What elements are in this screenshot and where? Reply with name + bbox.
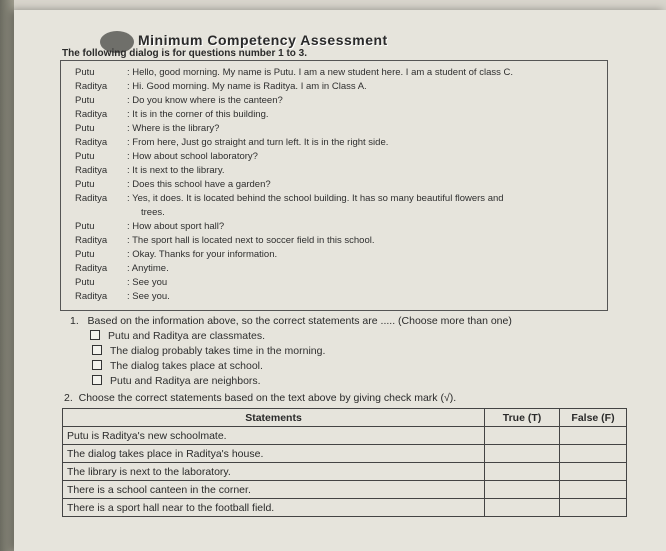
statement-cell: The dialog takes place in Raditya's house. [63,445,485,463]
question-2: 2. Choose the correct statements based on the text above by giving check mark (√). [64,392,457,404]
dialog-line-continued: trees. [141,207,165,218]
dialog-line: Putu : How about sport hall? [75,221,225,232]
false-cell[interactable] [560,445,627,463]
statement-cell: The library is next to the laboratory. [63,463,485,481]
true-cell[interactable] [485,463,560,481]
checkbox-icon[interactable] [90,330,100,340]
false-cell[interactable] [560,499,627,517]
dialog-line: Raditya : See you. [75,291,170,302]
table-row [63,445,627,463]
dialog-line: Putu : Hello, good morning. My name is Putu. I am a new student here. I am a student of class C. [75,67,513,78]
dialog-box [60,60,608,311]
dialog-line: Raditya : Yes, it does. It is located behind the school building. It has so many beautiful flowers and [75,193,504,204]
dialog-line: Putu : See you [75,277,168,288]
dialog-line: Putu : Does this school have a garden? [75,179,271,190]
false-cell[interactable] [560,481,627,499]
header-true: True (T) [485,409,560,427]
table-row [63,481,627,499]
checkbox-icon[interactable] [92,360,102,370]
page-title: Minimum Competency Assessment [138,32,388,48]
false-cell[interactable] [560,463,627,481]
table-header-row [63,409,627,427]
statement-cell: There is a school canteen in the corner. [63,481,485,499]
dialog-line: Raditya : From here, Just go straight and turn left. It is in the right side. [75,137,389,148]
table-row [63,463,627,481]
table-row [63,427,627,445]
question-1: 1. Based on the information above, so the correct statements are ..... (Choose more than one) [70,315,512,327]
dialog-line: Raditya : The sport hall is located next to soccer field in this school. [75,235,375,246]
option-4[interactable]: Putu and Raditya are neighbors. [92,375,261,387]
table-row [63,499,627,517]
checkbox-icon[interactable] [92,345,102,355]
dialog-line: Raditya : Anytime. [75,263,169,274]
true-cell[interactable] [485,481,560,499]
header-false: False (F) [560,409,627,427]
option-2[interactable]: The dialog probably takes time in the morning. [92,345,325,357]
dialog-intro: The following dialog is for questions number 1 to 3. [62,48,308,59]
statements-table [62,408,627,517]
dialog-line: Putu : How about school laboratory? [75,151,258,162]
option-1[interactable]: Putu and Raditya are classmates. [90,330,265,342]
checkbox-icon[interactable] [92,375,102,385]
dialog-line: Putu : Where is the library? [75,123,220,134]
dialog-line: Raditya : It is in the corner of this building. [75,109,269,120]
page-shadow-edge [0,0,14,551]
dialog-line: Raditya : Hi. Good morning. My name is Raditya. I am in Class A. [75,81,367,92]
option-3[interactable]: The dialog takes place at school. [92,360,263,372]
dialog-line: Putu : Okay. Thanks for your information. [75,249,278,260]
false-cell[interactable] [560,427,627,445]
dialog-line: Putu : Do you know where is the canteen? [75,95,283,106]
header-statements: Statements [63,409,485,427]
true-cell[interactable] [485,445,560,463]
true-cell[interactable] [485,427,560,445]
dialog-line: Raditya : It is next to the library. [75,165,225,176]
statement-cell: There is a sport hall near to the football field. [63,499,485,517]
statement-cell: Putu is Raditya's new schoolmate. [63,427,485,445]
true-cell[interactable] [485,499,560,517]
